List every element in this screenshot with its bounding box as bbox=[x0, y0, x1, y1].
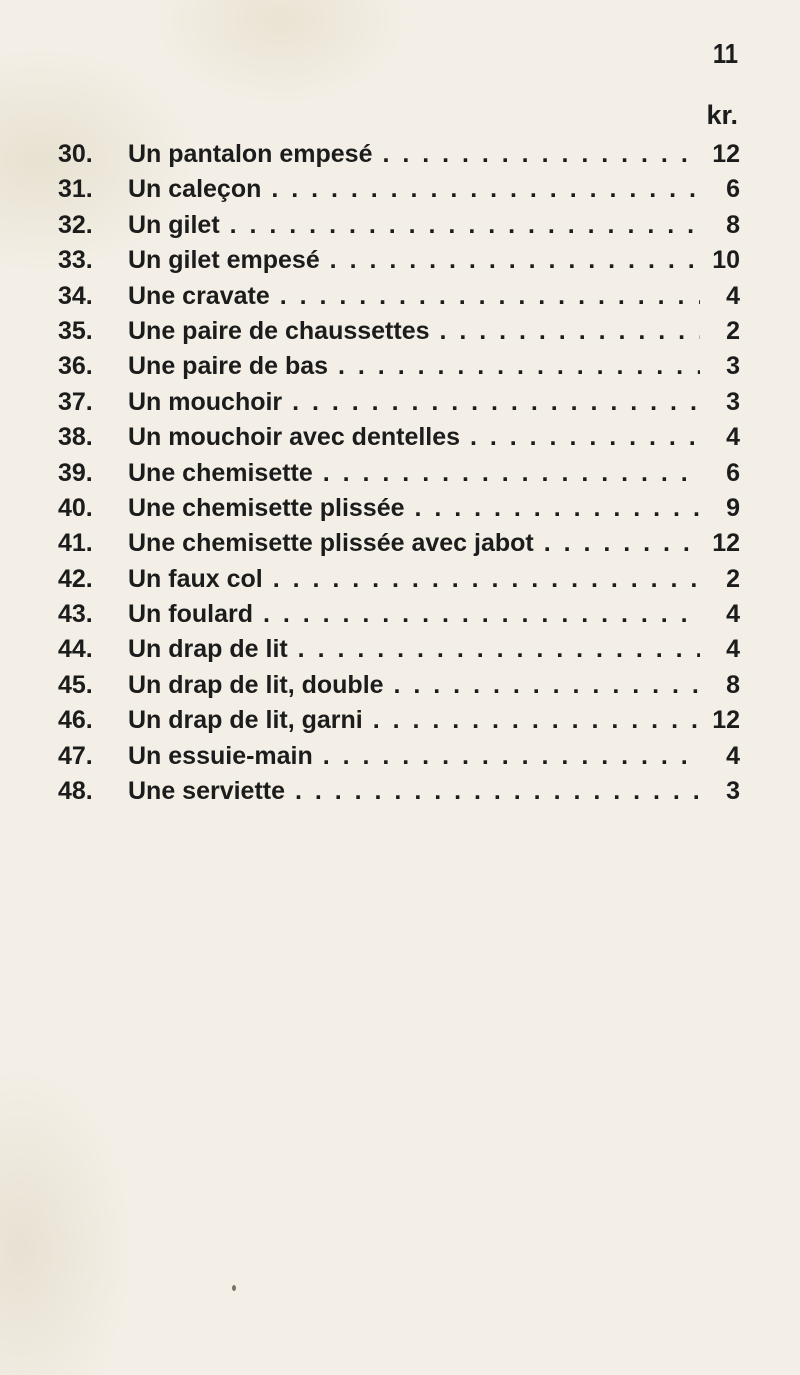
item-label: Un gilet . . . bbox=[128, 208, 700, 243]
currency-label: kr. bbox=[706, 100, 738, 130]
list-item bbox=[58, 208, 740, 243]
item-number: 44. bbox=[58, 635, 93, 664]
item-price: 4 bbox=[700, 739, 740, 774]
list-item bbox=[58, 739, 740, 774]
item-label: Une chemisette plissée . . . bbox=[128, 491, 700, 526]
item-number: 41. bbox=[58, 529, 93, 558]
list-item bbox=[58, 491, 740, 526]
list-item bbox=[58, 172, 740, 207]
item-number: 31. bbox=[58, 175, 93, 204]
item-number: 48. bbox=[58, 777, 93, 806]
item-label: Une chemisette . . . bbox=[128, 456, 700, 491]
list-item bbox=[58, 597, 740, 632]
item-price: 12 bbox=[700, 526, 740, 561]
price-list bbox=[58, 137, 740, 809]
item-number: 34. bbox=[58, 281, 93, 310]
item-price: 3 bbox=[700, 385, 740, 420]
item-price: 2 bbox=[700, 314, 740, 349]
item-number: 35. bbox=[58, 316, 93, 345]
list-item bbox=[58, 632, 740, 667]
item-price: 12 bbox=[700, 137, 740, 172]
list-item bbox=[58, 420, 740, 455]
item-number: 43. bbox=[58, 600, 93, 629]
item-label: Un caleçon . . . bbox=[128, 172, 700, 207]
item-number: 36. bbox=[58, 352, 93, 381]
item-number: 30. bbox=[58, 140, 93, 168]
item-label: Un mouchoir . . . bbox=[128, 385, 700, 420]
item-price: 8 bbox=[700, 668, 740, 703]
list-item bbox=[58, 668, 740, 703]
item-label: Un essuie-main . . . bbox=[128, 739, 700, 774]
list-item bbox=[58, 137, 740, 172]
item-price: 3 bbox=[700, 349, 740, 384]
item-price: 8 bbox=[700, 208, 740, 243]
item-label: Une chemisette plissée avec jabot . . . bbox=[128, 526, 700, 561]
item-label: Une paire de chaussettes . . . bbox=[128, 314, 700, 349]
item-number: 39. bbox=[58, 458, 93, 487]
item-price: 4 bbox=[700, 279, 740, 314]
item-number: 37. bbox=[58, 387, 93, 416]
list-item bbox=[58, 279, 740, 314]
item-label: Un foulard . . . bbox=[128, 597, 700, 632]
item-number: 45. bbox=[58, 670, 93, 699]
item-label: Un drap de lit, garni . . . bbox=[128, 703, 700, 738]
item-label: Un gilet empesé . . . bbox=[128, 243, 700, 278]
list-item bbox=[58, 243, 740, 278]
item-label: Un faux col . . . bbox=[128, 562, 700, 597]
list-item bbox=[58, 703, 740, 738]
ink-spot-mark bbox=[232, 1285, 236, 1291]
item-number: 42. bbox=[58, 564, 93, 593]
item-number: 32. bbox=[58, 210, 93, 239]
item-number: 33. bbox=[58, 246, 93, 275]
list-item bbox=[58, 774, 740, 809]
item-price: 12 bbox=[700, 703, 740, 738]
item-price: 10 bbox=[700, 243, 740, 278]
item-price: 6 bbox=[700, 456, 740, 491]
item-price: 9 bbox=[700, 491, 740, 526]
list-item bbox=[58, 385, 740, 420]
item-price: 2 bbox=[700, 562, 740, 597]
item-label: Une serviette . . . bbox=[128, 774, 700, 809]
item-number: 46. bbox=[58, 706, 93, 735]
item-label: Une paire de bas . . . bbox=[128, 349, 700, 384]
item-label: Un drap de lit, double . . . bbox=[128, 668, 700, 703]
item-label: Un mouchoir avec dentelles . . . bbox=[128, 420, 700, 455]
list-item bbox=[58, 349, 740, 384]
list-item bbox=[58, 526, 740, 561]
item-label: Un drap de lit . . . bbox=[128, 632, 700, 667]
item-price: 4 bbox=[700, 597, 740, 632]
item-price: 4 bbox=[700, 632, 740, 667]
item-number: 38. bbox=[58, 423, 93, 452]
list-item bbox=[58, 456, 740, 491]
list-item bbox=[58, 562, 740, 597]
item-price: 4 bbox=[700, 420, 740, 455]
list-item bbox=[58, 314, 740, 349]
item-price: 3 bbox=[700, 774, 740, 809]
item-price: 6 bbox=[700, 172, 740, 207]
item-number: 47. bbox=[58, 741, 93, 770]
item-number: 40. bbox=[58, 493, 93, 522]
item-label: Un pantalon empesé . . . bbox=[128, 137, 700, 172]
item-label: Une cravate . . . bbox=[128, 279, 700, 314]
page-number: 11 bbox=[712, 38, 738, 69]
